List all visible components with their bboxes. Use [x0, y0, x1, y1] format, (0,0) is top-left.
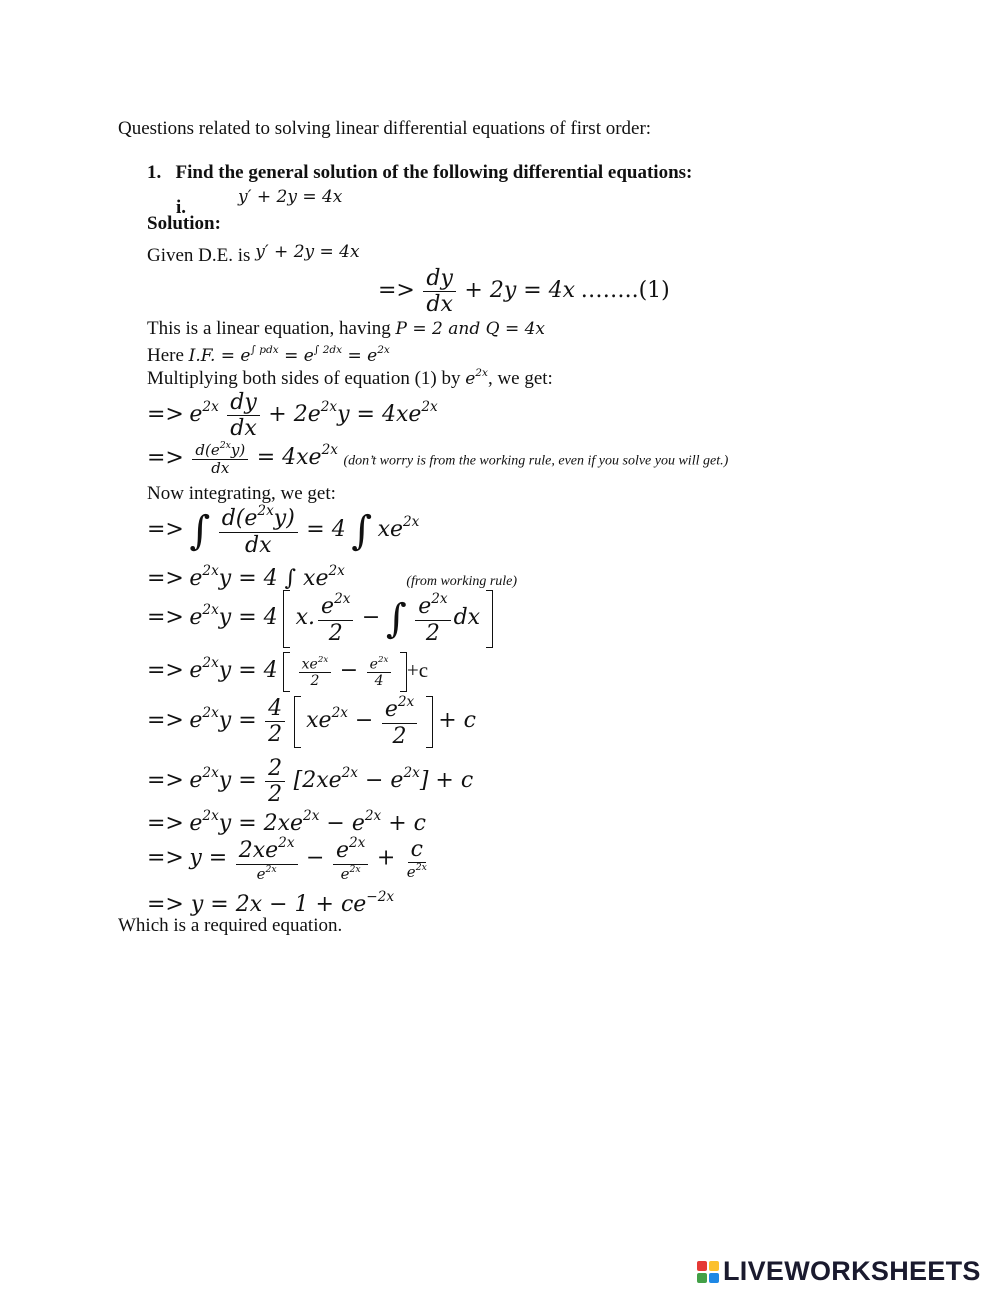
final-equation	[147, 889, 394, 917]
step-divided: => y = $\frac{2xe^{2x}}{e^{2x}}$ − $\frac{e^{2x}}{e^{2x}}$ + $\frac{c}{e^{2x}}$	[147, 835, 427, 883]
final-equation-text: => y = 2x − 1 + ce	[147, 892, 367, 918]
step-integral: => ∫ $\frac{d(e^{2x}y)}{dx}$ = 4 ∫ $xe^{2x}$	[147, 503, 420, 558]
logo-text: LIVEWORKSHEETS	[723, 1256, 981, 1286]
multiply-text: Multiplying both sides of equation (1) by	[147, 367, 461, 389]
sub-question-equation: y′ + 2y = 4x	[238, 187, 343, 207]
multiply-line: Multiplying both sides of equation (1) by $e^{2x}$, we get:	[147, 367, 553, 389]
given-line	[147, 242, 360, 267]
given-equation: y′ + 2y = 4x	[255, 242, 360, 262]
linear-line	[147, 318, 545, 340]
if-line: Here I.F. = $e^{\int pdx} = e^{\int 2dx} = e^{2x}$	[147, 344, 390, 366]
step-evaluated: => $e^{2x}y = 4$ $\frac{xe^{2x}}{2}$ − $\frac{e^{2x}}{4}$ +c	[147, 652, 428, 692]
step-simplified: => $e^{2x}y$ = $\frac{2}{2}$ $[2xe^{2x} - e^{2x}] + c$	[147, 756, 474, 808]
step-multiplied: => $e^{2x}$ $\frac{dy}{dx}$ + $2e^{2x}y = 4xe^{2x}$	[147, 390, 438, 442]
step-factored: => $e^{2x}y$ = $\frac{4}{2}$ $xe^{2x}$ − $\frac{e^{2x}}{2}$ + c	[147, 694, 476, 749]
linear-condition: P = 2 and Q = 4x	[395, 319, 546, 339]
solution-heading: Solution:	[147, 213, 221, 234]
multiply-text-end: , we get:	[487, 367, 553, 389]
from-rule-note: (from working rule)	[406, 574, 518, 590]
if-label: I.F. =	[188, 345, 241, 366]
question-text: Find the general solution of the following differential equations:	[175, 162, 693, 183]
final-exponent: −2x	[366, 889, 395, 905]
given-prefix: Given D.E. is	[147, 245, 251, 266]
equation-1: => $\frac{dy}{dx}$ + 2y = 4x ……..(1)	[378, 266, 670, 318]
intro-text: Questions related to solving linear differential equations of first order:	[118, 118, 652, 139]
logo-mark-icon	[697, 1261, 719, 1283]
plus-c: +c	[406, 658, 429, 683]
working-rule-note: (don’t worry is from the working rule, even if you solve you will get.)	[343, 453, 729, 469]
step-parts: => $e^{2x}y = 4$ x. $\frac{e^{2x}}{2}$ − ∫ $\frac{e^{2x}}{2}$ dx	[147, 590, 493, 648]
equation-1-ref: ……..(1)	[580, 277, 670, 303]
now-integrating: Now integrating, we get:	[147, 483, 336, 504]
step-derivative: => $\frac{d(e^{2x}y)}{dx}$ = $4xe^{2x}$ (don’t worry is from the working rule, even if you solve you will get.)	[147, 440, 729, 478]
linear-prefix: This is a linear equation, having	[147, 318, 391, 339]
conclusion-text: Which is a required equation.	[118, 915, 343, 936]
liveworksheets-logo	[697, 1256, 981, 1287]
here-prefix: Here	[147, 344, 184, 366]
question-number: 1.	[147, 162, 162, 183]
step-expanded: => $e^{2x}y = 2xe^{2x} - e^{2x} + c$	[147, 808, 426, 837]
question-heading	[147, 162, 692, 184]
sub-question-label: i.	[176, 197, 187, 218]
step-integral-2: => $e^{2x}y = 4$ ∫ $xe^{2x}$ (from working rule)	[147, 563, 518, 592]
